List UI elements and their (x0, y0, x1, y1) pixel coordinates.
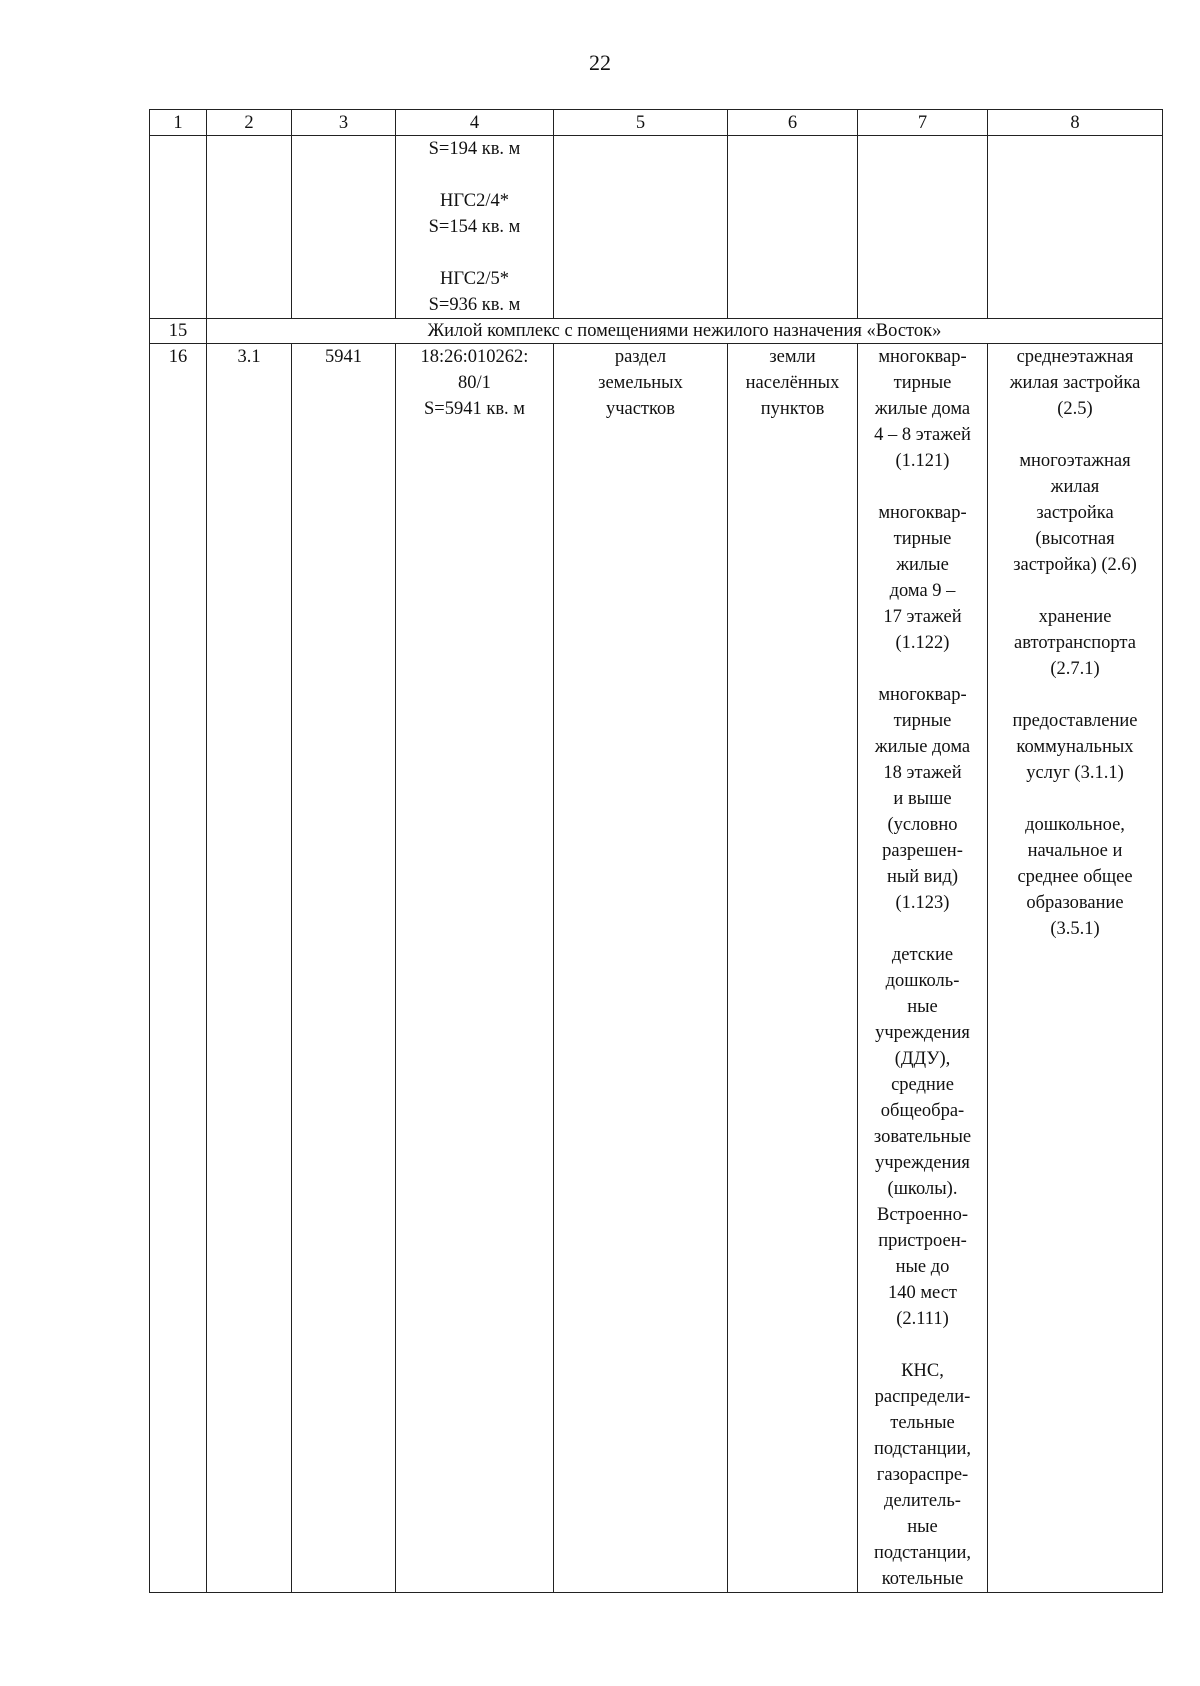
cell-line: 4 – 8 этажей (874, 425, 971, 445)
line-gap (859, 916, 986, 942)
cell-line: газораспре- (876, 1465, 969, 1485)
line-gap (859, 656, 986, 682)
cell-line: дошкольное, (1025, 815, 1125, 835)
line-gap (397, 162, 552, 188)
cell-line: дошколь- (885, 971, 960, 991)
cell-line: ный вид) (886, 867, 959, 887)
cell-line: жилые дома (874, 399, 971, 419)
continuation-row (150, 136, 1163, 319)
cell-line: учреждения (875, 1153, 970, 1173)
cell-line: делитель- (884, 1491, 961, 1511)
cell-line: среднее общее (1017, 867, 1133, 887)
cell-line: дома 9 – (889, 581, 956, 601)
cell-line: застройка) (2.6) (1013, 555, 1137, 575)
cadastral-cell (396, 344, 554, 1593)
cell-line: тирные (893, 711, 952, 731)
header-cell-4: 4 (396, 110, 554, 136)
line-gap (859, 474, 986, 500)
cell-line: предоставление (1012, 711, 1138, 731)
cell-line: (1.121) (895, 451, 950, 471)
table-row (150, 344, 1163, 1593)
header-cell-1: 1 (150, 110, 207, 136)
cell-line: ные (907, 1517, 938, 1537)
cell-line: НГС2/4* (439, 191, 510, 211)
section-number: 15 (150, 319, 207, 344)
header-cell-8: 8 (988, 110, 1163, 136)
table-header-row (150, 110, 1163, 136)
cell-line: (1.123) (895, 893, 950, 913)
line-gap (859, 1332, 986, 1358)
cell-line: (2.111) (896, 1309, 949, 1329)
cell-line: НГС2/5* (439, 269, 510, 289)
cell-line: жилые (896, 555, 949, 575)
cell-line: S=154 кв. м (428, 217, 521, 237)
cont-cell-7 (858, 136, 988, 319)
header-cell-7: 7 (858, 110, 988, 136)
cell-line: хранение (1038, 607, 1112, 627)
cell-line: пристроен- (878, 1231, 967, 1251)
row-number: 16 (150, 344, 207, 1593)
cell-line: (высотная (1035, 529, 1115, 549)
cell-line: (ДДУ), (894, 1049, 951, 1069)
cell-line: тельные (890, 1413, 955, 1433)
line-gap (989, 682, 1161, 708)
cell-line: образование (1026, 893, 1124, 913)
cell-line: земли (769, 347, 816, 367)
cell-line: распредели- (874, 1387, 971, 1407)
header-cell-2: 2 (207, 110, 292, 136)
cell-line: земельных (598, 373, 683, 393)
cell-line: (школы). (887, 1179, 958, 1199)
cell-line: ные до (895, 1257, 950, 1277)
cont-cell-5 (554, 136, 728, 319)
cell-line: раздел (614, 347, 667, 367)
cell-line: ные (907, 997, 938, 1017)
cell-line: (2.5) (1057, 399, 1093, 419)
section-row (150, 319, 1163, 344)
header-cell-3: 3 (292, 110, 396, 136)
header-cell-5: 5 (554, 110, 728, 136)
land-use-table (149, 109, 1163, 1593)
cell-line: многоквар- (878, 685, 967, 705)
cell-line: учреждения (875, 1023, 970, 1043)
cell-line: Встроенно- (876, 1205, 968, 1225)
cell-line: многоквар- (878, 503, 967, 523)
cell-line: 17 этажей (883, 607, 962, 627)
row-col-3: 5941 (292, 344, 396, 1593)
cell-line: застройка (1036, 503, 1114, 523)
cell-line: подстанции, (874, 1439, 971, 1459)
cell-line: 80/1 (458, 373, 491, 393)
cell-line: пунктов (760, 399, 825, 419)
cell-line: тирные (893, 373, 952, 393)
use-classification-cell (988, 344, 1163, 1593)
cell-line: зовательные (873, 1127, 972, 1147)
line-gap (989, 578, 1161, 604)
cell-line: подстанции, (874, 1543, 971, 1563)
cell-line: средние (891, 1075, 954, 1095)
land-category-cell (728, 344, 858, 1593)
permitted-use-cell (858, 344, 988, 1593)
cell-line: (условно (887, 815, 958, 835)
cell-line: (2.7.1) (1050, 659, 1100, 679)
page-number: 22 (589, 50, 611, 75)
cell-line: многоэтажная (1019, 451, 1131, 471)
cell-line: КНС, (901, 1361, 944, 1381)
cont-cell-1 (150, 136, 207, 319)
cell-line: жилая застройка (1009, 373, 1141, 393)
cont-cell-8 (988, 136, 1163, 319)
cell-line: S=936 кв. м (428, 295, 521, 315)
cell-line: (1.122) (895, 633, 950, 653)
cell-line: населённых (745, 373, 840, 393)
cell-line: начальное и (1027, 841, 1123, 861)
cont-cell-3 (292, 136, 396, 319)
cell-line: жилая (1050, 477, 1100, 497)
cont-cell-6 (728, 136, 858, 319)
header-cell-6: 6 (728, 110, 858, 136)
row-col-2: 3.1 (207, 344, 292, 1593)
section-title: Жилой комплекс с помещениями нежилого назначения «Восток» (207, 319, 1163, 344)
cell-line: коммунальных (1016, 737, 1134, 757)
cell-line: разрешен- (882, 841, 963, 861)
cell-line: жилые дома (874, 737, 971, 757)
cell-line: 140 мест (887, 1283, 958, 1303)
cell-line: многоквар- (878, 347, 967, 367)
cell-line: услуг (3.1.1) (1026, 763, 1124, 783)
line-gap (989, 422, 1161, 448)
cont-cell-2 (207, 136, 292, 319)
cell-line: 18 этажей (883, 763, 962, 783)
cell-line: тирные (893, 529, 952, 549)
line-gap (989, 786, 1161, 812)
cell-line: детские (891, 945, 954, 965)
cell-line: S=194 кв. м (428, 139, 521, 159)
cell-line: (3.5.1) (1050, 919, 1100, 939)
cell-line: и выше (893, 789, 952, 809)
cell-line: общеобра- (880, 1101, 965, 1121)
cell-line: S=5941 кв. м (423, 399, 526, 419)
cell-line: среднеэтажная (1016, 347, 1134, 367)
cell-line: участков (605, 399, 676, 419)
cell-line: котельные (881, 1569, 964, 1589)
line-gap (397, 240, 552, 266)
cell-line: автотранспорта (1014, 633, 1136, 653)
cont-cell-4 (396, 136, 554, 319)
cell-line: 18:26:010262: (420, 347, 529, 367)
purpose-cell (554, 344, 728, 1593)
